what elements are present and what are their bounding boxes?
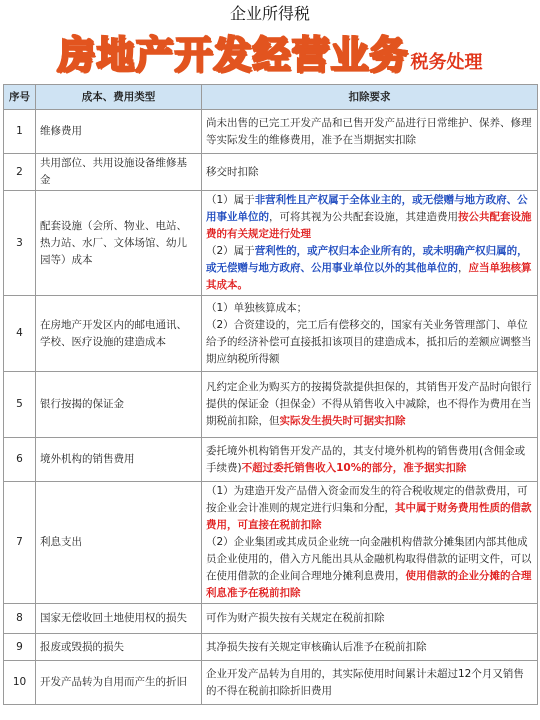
deduction-requirement <box>202 296 538 372</box>
requirement-text: （1）单独核算成本； <box>206 301 308 314</box>
row-number: 10 <box>4 661 36 705</box>
page-title: 企业所得税 <box>229 4 310 23</box>
requirement-text: （1）属于 <box>206 194 255 206</box>
banner <box>0 26 540 78</box>
table-row <box>4 372 538 438</box>
row-number: 3 <box>4 191 36 296</box>
requirement-text: 尚未出售的已完工开发产品和已售开发产品进行日常维护、保养、修理等实际发生的维修费用，准予在当期据实扣除 <box>206 116 532 146</box>
deduction-requirement <box>202 372 538 438</box>
column-header-requirement: 扣除要求 <box>202 85 538 110</box>
requirement-text: （2）属于 <box>206 245 255 257</box>
table-row <box>4 634 538 661</box>
emphasis-red-text: 应当单独核算其成本。 <box>206 262 532 291</box>
banner-title: 房地产开发经营业务 <box>57 33 409 77</box>
cost-type: 开发产品转为自用而产生的折旧 <box>36 661 202 705</box>
row-number: 1 <box>4 110 36 154</box>
table-row <box>4 438 538 482</box>
deduction-requirement <box>202 604 538 634</box>
requirement-text: （2）企业集团或其成员企业统一向金融机构借款分摊集团内部其他成员企业使用的，借入方凡能出具从金融机构取得借款的证明文件，可以在使用借款的企业间合理地分摊利息费用， <box>206 536 532 582</box>
cost-type: 报废或毁损的损失 <box>36 634 202 661</box>
table-header-row <box>4 85 538 110</box>
table-row <box>4 482 538 604</box>
emphasis-blue-text: 非营利性且产权属于全体业主的，或无偿赠与地方政府、公用事业单位的 <box>206 194 528 223</box>
cost-type: 共用部位、共用设施设备维修基金 <box>36 154 202 191</box>
deduction-requirement <box>202 154 538 191</box>
emphasis-red-text: 按公共配套设施费的有关规定进行处理 <box>206 211 532 240</box>
cost-type: 银行按揭的保证金 <box>36 372 202 438</box>
requirement-text: 移交时扣除 <box>206 165 259 178</box>
deduction-table <box>3 84 538 705</box>
banner-subtitle: 税务处理 <box>410 52 483 73</box>
column-header-type: 成本、费用类型 <box>36 85 202 110</box>
row-number: 4 <box>4 296 36 372</box>
requirement-text: ，可将其视为公共配套设施，其建造费用 <box>269 211 458 223</box>
cost-type: 维修费用 <box>36 110 202 154</box>
cost-type: 利息支出 <box>36 482 202 604</box>
deduction-requirement <box>202 191 538 296</box>
row-number: 9 <box>4 634 36 661</box>
requirement-text: 企业开发产品转为自用的，其实际使用时间累计未超过12个月又销售的不得在税前扣除折旧费用 <box>206 667 524 697</box>
row-number: 8 <box>4 604 36 634</box>
table-row <box>4 154 538 191</box>
deduction-requirement <box>202 634 538 661</box>
deduction-requirement <box>202 661 538 705</box>
cost-type: 配套设施（会所、物业、电站、热力站、水厂、文体场馆、幼儿园等）成本 <box>36 191 202 296</box>
row-number: 7 <box>4 482 36 604</box>
requirement-text: 凡约定企业为购买方的按揭贷款提供担保的，其销售开发产品时向银行提供的保证金（担保金）不得从销售收入中减除，也不得作为费用在当期税前扣除，但 <box>206 381 532 427</box>
requirement-text: 其净损失按有关规定审核确认后准予在税前扣除 <box>206 640 427 653</box>
row-number: 5 <box>4 372 36 438</box>
requirement-text: ， <box>458 262 469 274</box>
cost-type: 境外机构的销售费用 <box>36 438 202 482</box>
column-header-number: 序号 <box>4 85 36 110</box>
table-row <box>4 661 538 705</box>
requirement-text: （2）合资建设的，完工后有偿移交的，国家有关业务管理部门、单位给予的经济补偿可直接抵扣该项目的建造成本，抵扣后的差额应调整当期应纳税所得额 <box>206 318 532 365</box>
row-number: 2 <box>4 154 36 191</box>
requirement-text: 可作为财产损失按有关规定在税前扣除 <box>206 612 385 624</box>
emphasis-red-text: 不超过委托销售收入10%的部分，准予据实扣除 <box>241 461 467 474</box>
emphasis-red-text: 使用借款的企业分摊的合理利息准予在税前扣除 <box>206 570 532 599</box>
deduction-requirement <box>202 482 538 604</box>
emphasis-red-text: 实际发生损失时可据实扣除 <box>279 415 406 427</box>
emphasis-red-text: 其中属于财务费用性质的借款费用，可直接在税前扣除 <box>206 502 532 531</box>
cost-type: 国家无偿收回土地使用权的损失 <box>36 604 202 634</box>
table-row <box>4 110 538 154</box>
table-row <box>4 604 538 634</box>
table-row <box>4 191 538 296</box>
deduction-requirement <box>202 110 538 154</box>
requirement-text: （1）为建造开发产品借入资金而发生的符合税收规定的借款费用，可按企业会计准则的规定进行归集和分配， <box>206 485 528 514</box>
emphasis-blue-text: 营利性的，或产权归本企业所有的，或未明确产权归属的，或无偿赠与地方政府、公用事业单位以外的其他单位的 <box>206 245 528 274</box>
cost-type: 在房地产开发区内的邮电通讯、学校、医疗设施的建造成本 <box>36 296 202 372</box>
deduction-requirement <box>202 438 538 482</box>
requirement-text: 委托境外机构销售开发产品的，其支付境外机构的销售费用(含佣金或手续费) <box>206 444 526 474</box>
row-number: 6 <box>4 438 36 482</box>
table-row <box>4 296 538 372</box>
